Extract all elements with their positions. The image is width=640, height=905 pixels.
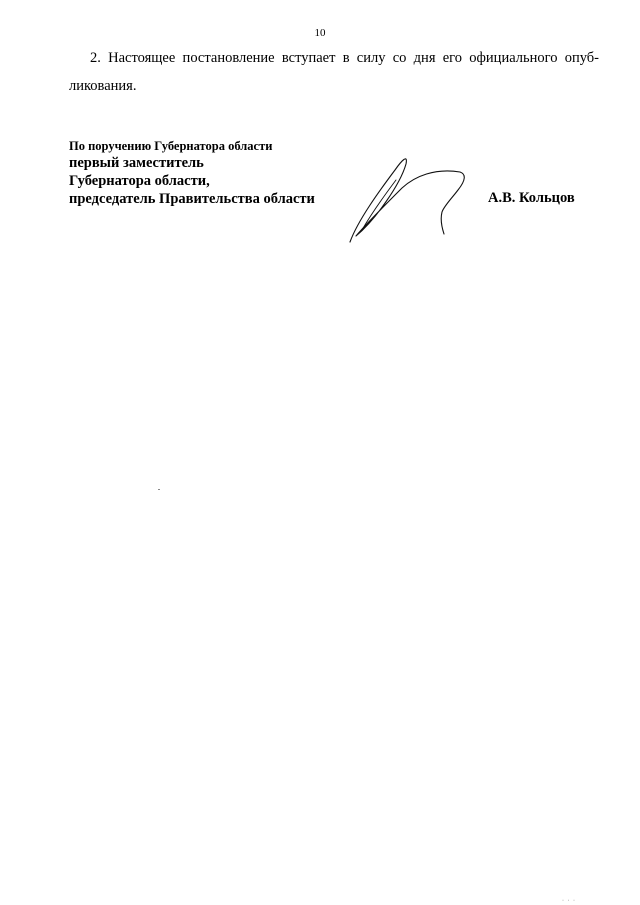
page-number: 10 xyxy=(314,27,326,39)
scan-speck xyxy=(158,489,160,490)
signer-title-line-3: Губернатора области, xyxy=(69,173,210,189)
signer-title-line-4: председатель Правительства области xyxy=(69,191,315,207)
signer-name: А.В. Кольцов xyxy=(488,190,575,206)
resolution-paragraph-continuation: ликования. xyxy=(69,78,137,94)
signer-title-line-1: По поручению Губернатора области xyxy=(69,139,273,153)
footer-mark: · · · xyxy=(562,898,576,904)
handwritten-signature xyxy=(340,150,475,245)
signer-title-line-2: первый заместитель xyxy=(69,155,204,171)
resolution-paragraph: 2. Настоящее постановление вступает в силу со дня его официального опуб- xyxy=(90,50,599,66)
signer-title-block xyxy=(69,138,315,208)
